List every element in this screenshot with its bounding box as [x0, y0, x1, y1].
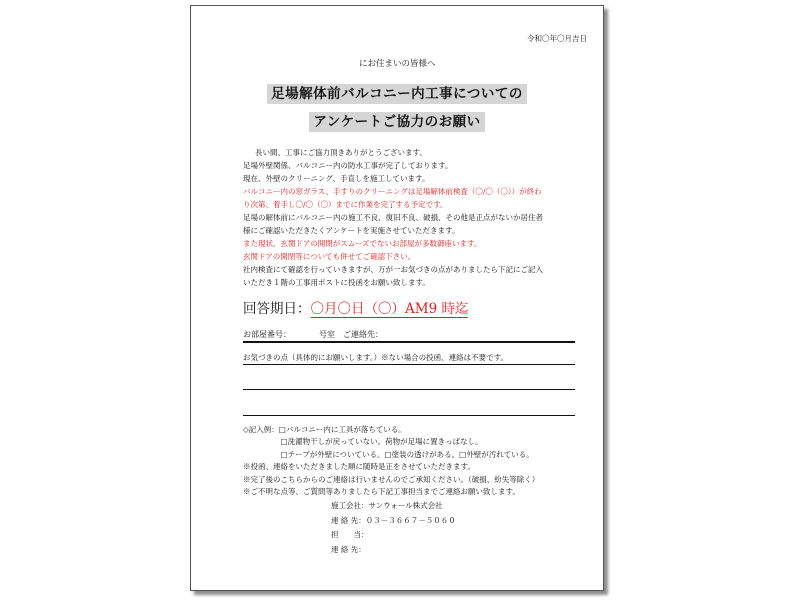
company-phone: 連 絡 先：０３－３６６７－５０６０	[331, 515, 456, 525]
remarks-line	[243, 389, 575, 390]
document-date: 令和〇年〇月吉日	[527, 34, 587, 43]
body-line-highlight: り次第、着手し〇/〇（〇）までに作業を完了する予定です。	[243, 200, 448, 209]
field-underline	[243, 341, 575, 343]
body-line: 社内検査にて確認を行っていきますが、万が一お気づきの点がありましたら下記にご記入	[243, 265, 543, 274]
body-text	[243, 146, 583, 289]
company-person: 担 当：	[331, 530, 369, 540]
title-text-1: 足場解体前バルコニー内工事についての	[267, 84, 527, 104]
body-line: 現在、外壁のクリーニング、手直しを施工しています。	[243, 174, 430, 183]
answer-deadline-row	[243, 297, 468, 317]
room-contact-field: お部屋番号： 号室 ご連絡先：	[243, 330, 383, 339]
title-text-2: アンケートご協力のお願い	[309, 112, 484, 132]
remarks-line	[243, 364, 575, 365]
document-page	[190, 5, 604, 591]
answer-label: 回答期日：	[243, 301, 311, 317]
note-line: ※投函、連絡をいただきました順に随時是正をさせていただきます。	[243, 462, 475, 472]
document-title-line-2	[191, 110, 603, 130]
body-line: 足場の解体前にバルコニー内の施工不良、復旧不良、破損、その他是正点がないか居住者	[243, 213, 543, 222]
body-line-highlight: 玄関ドアの開閉等についても併せてご確認下さい。	[243, 252, 416, 261]
body-line: いただき１階の工事用ポストに投函をお願い致します。	[243, 278, 430, 287]
body-line: 長い間、工事にご協力頂きありがとうございます。	[255, 148, 427, 157]
answer-deadline: 〇月〇日（〇）AM9 時迄	[310, 301, 469, 317]
example-line: □洗濯物干しが戻っていない。荷物が足場に置きっぱなし。	[243, 437, 483, 447]
body-line: 様にご確認いただきたくアンケートを実施させていただきます。	[243, 226, 460, 235]
greeting: にお住まいの皆様へ	[359, 59, 436, 69]
company-contact: 連 絡 先：	[331, 544, 366, 554]
example-notes	[243, 424, 539, 498]
note-line: ※完了後のこちらからのご連絡は行いませんのでご承知ください。（破損、紛失等除く）	[243, 474, 540, 484]
body-line: 足場外壁関係、バルコニー内の防水工事が完了しております。	[243, 161, 453, 170]
example-line: ◇記入例：□バルコニー内に工具が落ちている。	[243, 425, 406, 434]
document-title-line-1	[191, 82, 603, 102]
remarks-line	[243, 415, 575, 416]
body-line-highlight: また現状、玄関ドアの開閉がスムーズでないお部屋が多数御座います。	[243, 239, 482, 248]
example-line: □テープが外壁についている。□塗装の透けがある。□外壁が汚れている。	[243, 449, 534, 459]
company-name: 施工会社：サンウォール株式会社	[331, 501, 443, 510]
note-line: ※ご不明な点等、ご質問等ありましたら下記工事担当までご連絡お願い致します。	[243, 487, 520, 497]
body-line-highlight: バルコニー内の窓ガラス、手すりのクリーニングは足場解体前検査（〇/〇（〇））が終わ	[243, 187, 542, 196]
company-info	[331, 499, 456, 557]
remarks-instruction: お気づきの点（具体的にお願いします。）※ない場合の投函、連絡は不要です。	[243, 353, 509, 362]
